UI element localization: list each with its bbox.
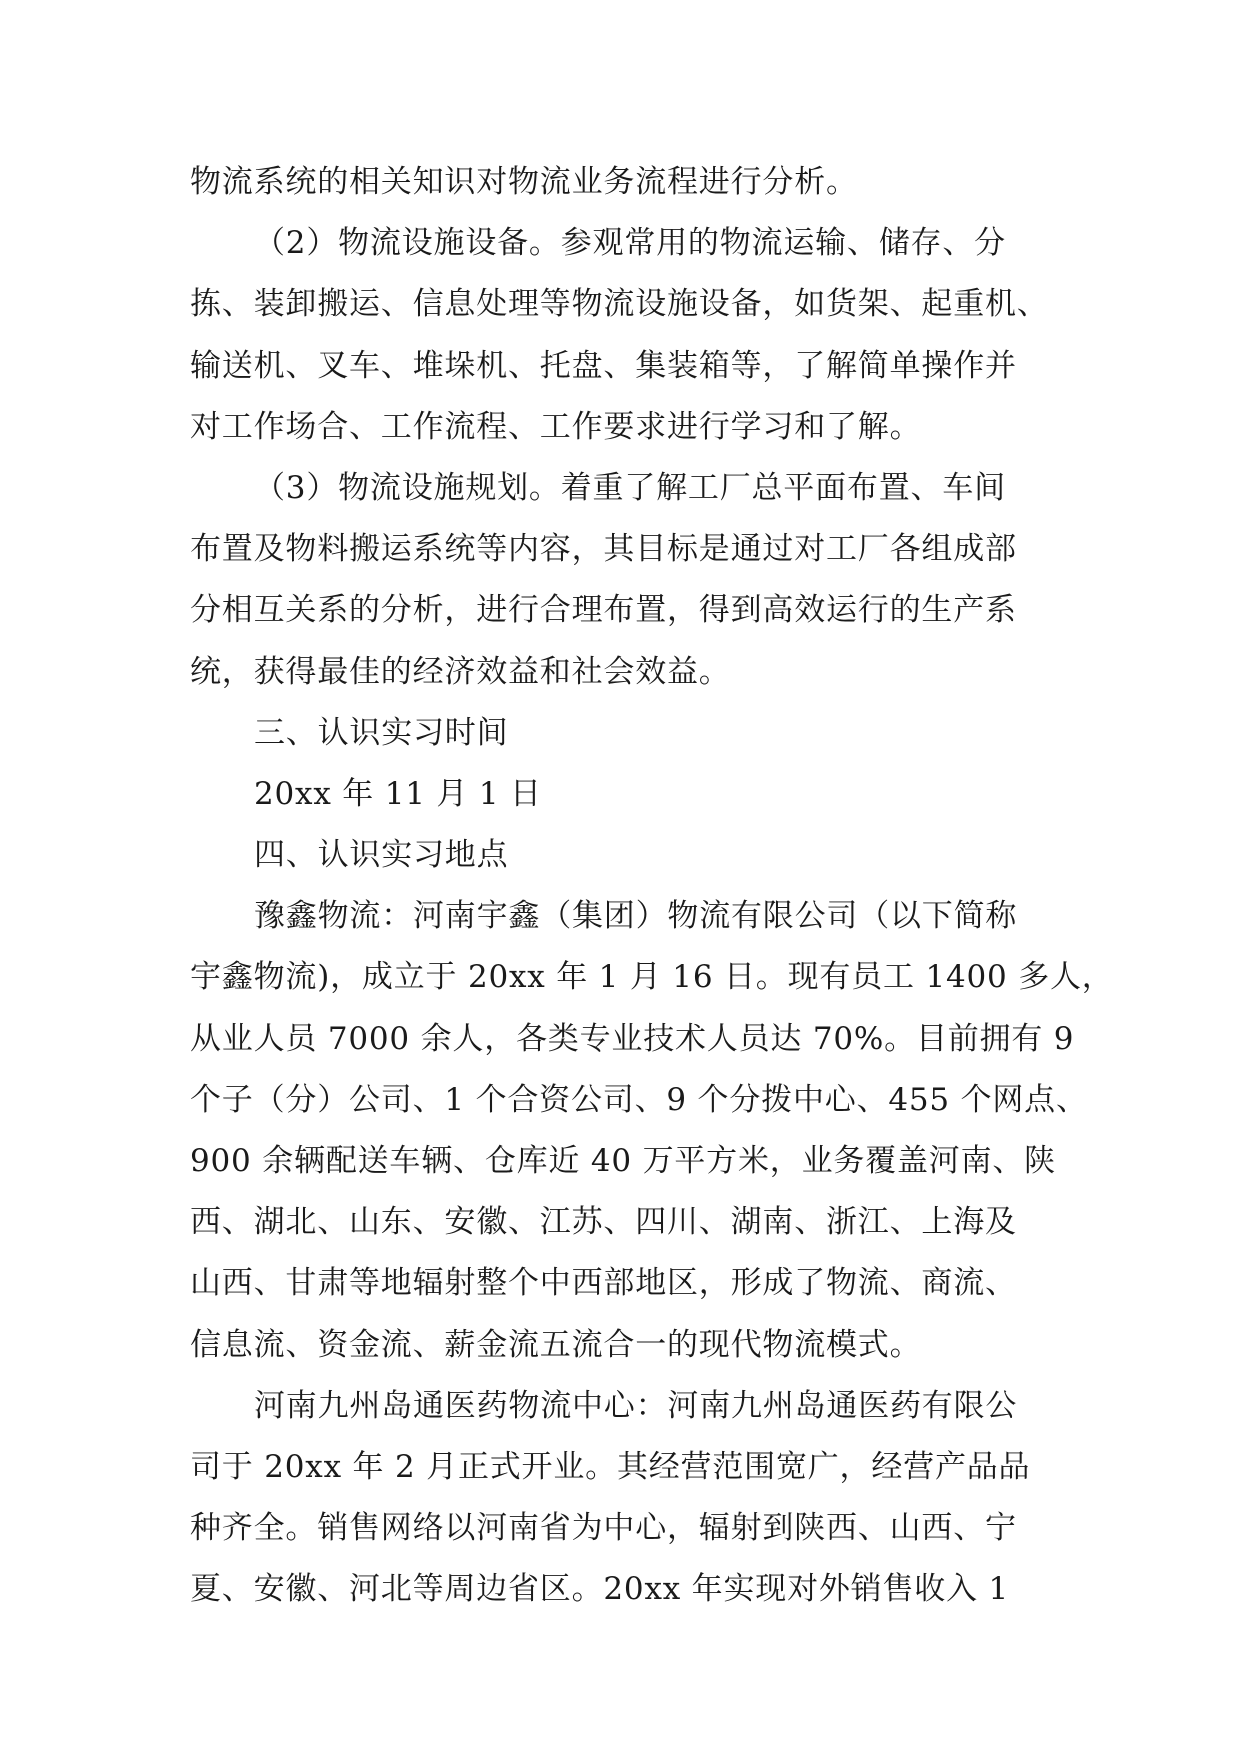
text-line: 输送机、叉车、堆垛机、托盘、集装箱等，了解简单操作并	[190, 347, 1017, 384]
text-line: 拣、装卸搬运、信息处理等物流设施设备，如货架、起重机、	[190, 286, 1049, 323]
text-line: 豫鑫物流：河南宇鑫（集团）物流有限公司（以下简称	[254, 898, 1018, 935]
text-line: 从业人员 7000 余人，各类专业技术人员达 70%。目前拥有 9	[190, 1020, 1075, 1057]
section-heading: 四、认识实习地点	[254, 837, 509, 874]
text-line: 河南九州岛通医药物流中心：河南九州岛通医药有限公	[254, 1387, 1018, 1424]
text-line: （2）物流设施设备。参观常用的物流运输、储存、分	[254, 225, 1006, 262]
text-line: 司于 20xx 年 2 月正式开业。其经营范围宽广，经营产品品	[190, 1448, 1031, 1485]
text-line: 种齐全。销售网络以河南省为中心，辐射到陕西、山西、宁	[190, 1510, 1017, 1547]
body-text	[190, 152, 1114, 1621]
text-line: 山西、甘肃等地辐射整个中西部地区，形成了物流、商流、	[190, 1265, 1017, 1302]
text-line: 西、湖北、山东、安徽、江苏、四川、湖南、浙江、上海及	[190, 1204, 1017, 1241]
text-line: 物流系统的相关知识对物流业务流程进行分析。	[190, 164, 858, 200]
text-line: 布置及物料搬运系统等内容，其目标是通过对工厂各组成部	[190, 531, 1017, 568]
text-line: 夏、安徽、河北等周边省区。20xx 年实现对外销售收入 1	[190, 1571, 1010, 1608]
text-line: 20xx 年 11 月 1 日	[254, 775, 542, 812]
text-line: （3）物流设施规划。着重了解工厂总平面布置、车间	[254, 469, 1006, 506]
text-line: 个子（分）公司、1 个合资公司、9 个分拨中心、455 个网点、	[190, 1081, 1088, 1118]
text-line: 900 余辆配送车辆、仓库近 40 万平方米，业务覆盖河南、陕	[190, 1143, 1056, 1179]
text-line: 统，获得最佳的经济效益和社会效益。	[190, 653, 731, 690]
text-line: 宇鑫物流)，成立于 20xx 年 1 月 16 日。现有员工 1400 多人，	[190, 959, 1114, 996]
text-line: 分相互关系的分析，进行合理布置，得到高效运行的生产系	[190, 592, 1017, 629]
text-line: 信息流、资金流、薪金流五流合一的现代物流模式。	[190, 1326, 922, 1363]
text-line: 对工作场合、工作流程、工作要求进行学习和了解。	[190, 408, 922, 445]
section-heading: 三、认识实习时间	[254, 714, 509, 751]
